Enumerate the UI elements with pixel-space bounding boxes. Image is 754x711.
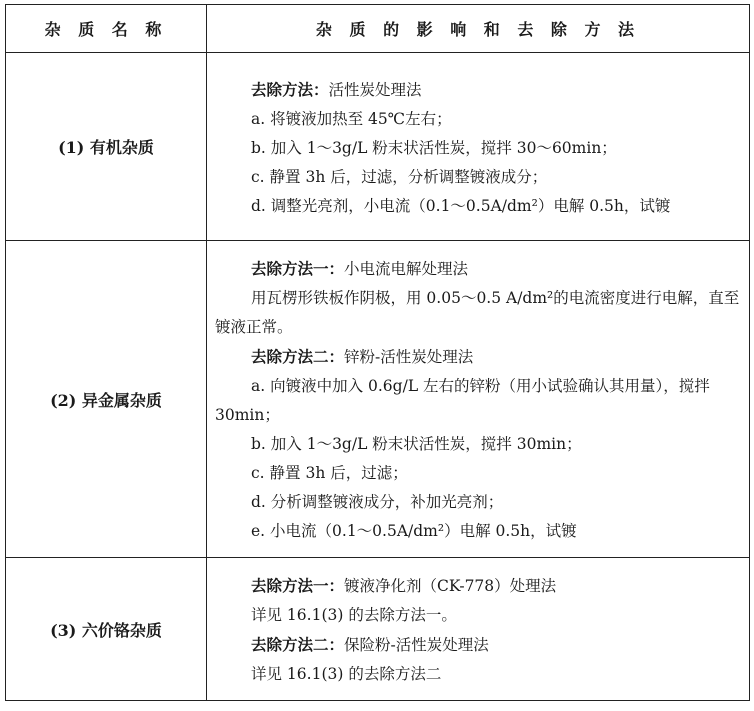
header-effect-and-removal: 杂 质 的 影 响 和 去 除 方 法 (207, 5, 750, 53)
step-line (215, 105, 741, 134)
step-text: d. 调整光亮剂，小电流（0.1～0.5A/dm²）电解 0.5h，试镀 (251, 196, 671, 215)
method-line (215, 342, 741, 372)
step-text: a. 向镀液中加入 0.6g/L 左右的锌粉（用小试验确认其用量），搅拌 30min； (215, 377, 710, 424)
step-text: 详见 16.1(3) 的去除方法二 (251, 665, 442, 683)
table-row (6, 241, 750, 558)
step-line (215, 601, 741, 630)
step-line (215, 517, 741, 546)
header-impurity-name: 杂 质 名 称 (6, 5, 207, 53)
table-header-row (6, 5, 750, 53)
step-text: c. 静置 3h 后，过滤； (251, 464, 408, 482)
step-text: 用瓦楞形铁板作阴极，用 0.05～0.5 A/dm²的电流密度进行电解，直至镀液正常。 (215, 289, 740, 336)
impurity-name: (3) 六价铬杂质 (6, 558, 207, 701)
method-label: 去除方法二： (251, 635, 345, 654)
method-text: 锌粉-活性炭处理法 (344, 348, 474, 366)
step-text: c. 静置 3h 后，过滤，分析调整镀液成分； (251, 167, 548, 186)
step-line (215, 430, 741, 459)
step-text: b. 加入 1～3g/L 粉末状活性炭，搅拌 30min； (251, 435, 582, 453)
step-line (215, 660, 741, 689)
step-line (215, 488, 741, 517)
table-row (6, 53, 750, 241)
step-line (215, 459, 741, 488)
step-line (215, 372, 741, 430)
removal-method (207, 241, 750, 558)
method-text: 活性炭处理法 (328, 80, 422, 99)
impurity-name: (2) 异金属杂质 (6, 241, 207, 558)
step-line (215, 284, 741, 342)
step-text: a. 将镀液加热至 45℃左右； (251, 109, 452, 128)
method-line (215, 571, 741, 601)
method-label: 去除方法二： (251, 347, 345, 366)
method-label: 去除方法一： (251, 576, 345, 595)
method-label: 去除方法一： (251, 259, 345, 278)
step-text: b. 加入 1～3g/L 粉末状活性炭，搅拌 30～60min； (251, 138, 617, 157)
step-text: d. 分析调整镀液成分，补加光亮剂； (251, 493, 504, 511)
impurity-table (5, 4, 750, 701)
impurity-name: (1) 有机杂质 (6, 53, 207, 241)
method-line (215, 254, 741, 284)
step-line (215, 192, 741, 221)
method-text: 小电流电解处理法 (344, 260, 469, 278)
method-line (215, 75, 741, 105)
step-line (215, 163, 741, 192)
step-text: 详见 16.1(3) 的去除方法一。 (251, 606, 457, 624)
removal-method (207, 558, 750, 701)
method-text: 镀液净化剂（CK-778）处理法 (344, 577, 557, 595)
step-text: e. 小电流（0.1～0.5A/dm²）电解 0.5h，试镀 (251, 522, 577, 540)
method-line (215, 630, 741, 660)
step-line (215, 134, 741, 163)
method-label: 去除方法： (251, 79, 329, 99)
method-text: 保险粉-活性炭处理法 (344, 636, 489, 654)
removal-method (207, 53, 750, 241)
table-row (6, 558, 750, 701)
